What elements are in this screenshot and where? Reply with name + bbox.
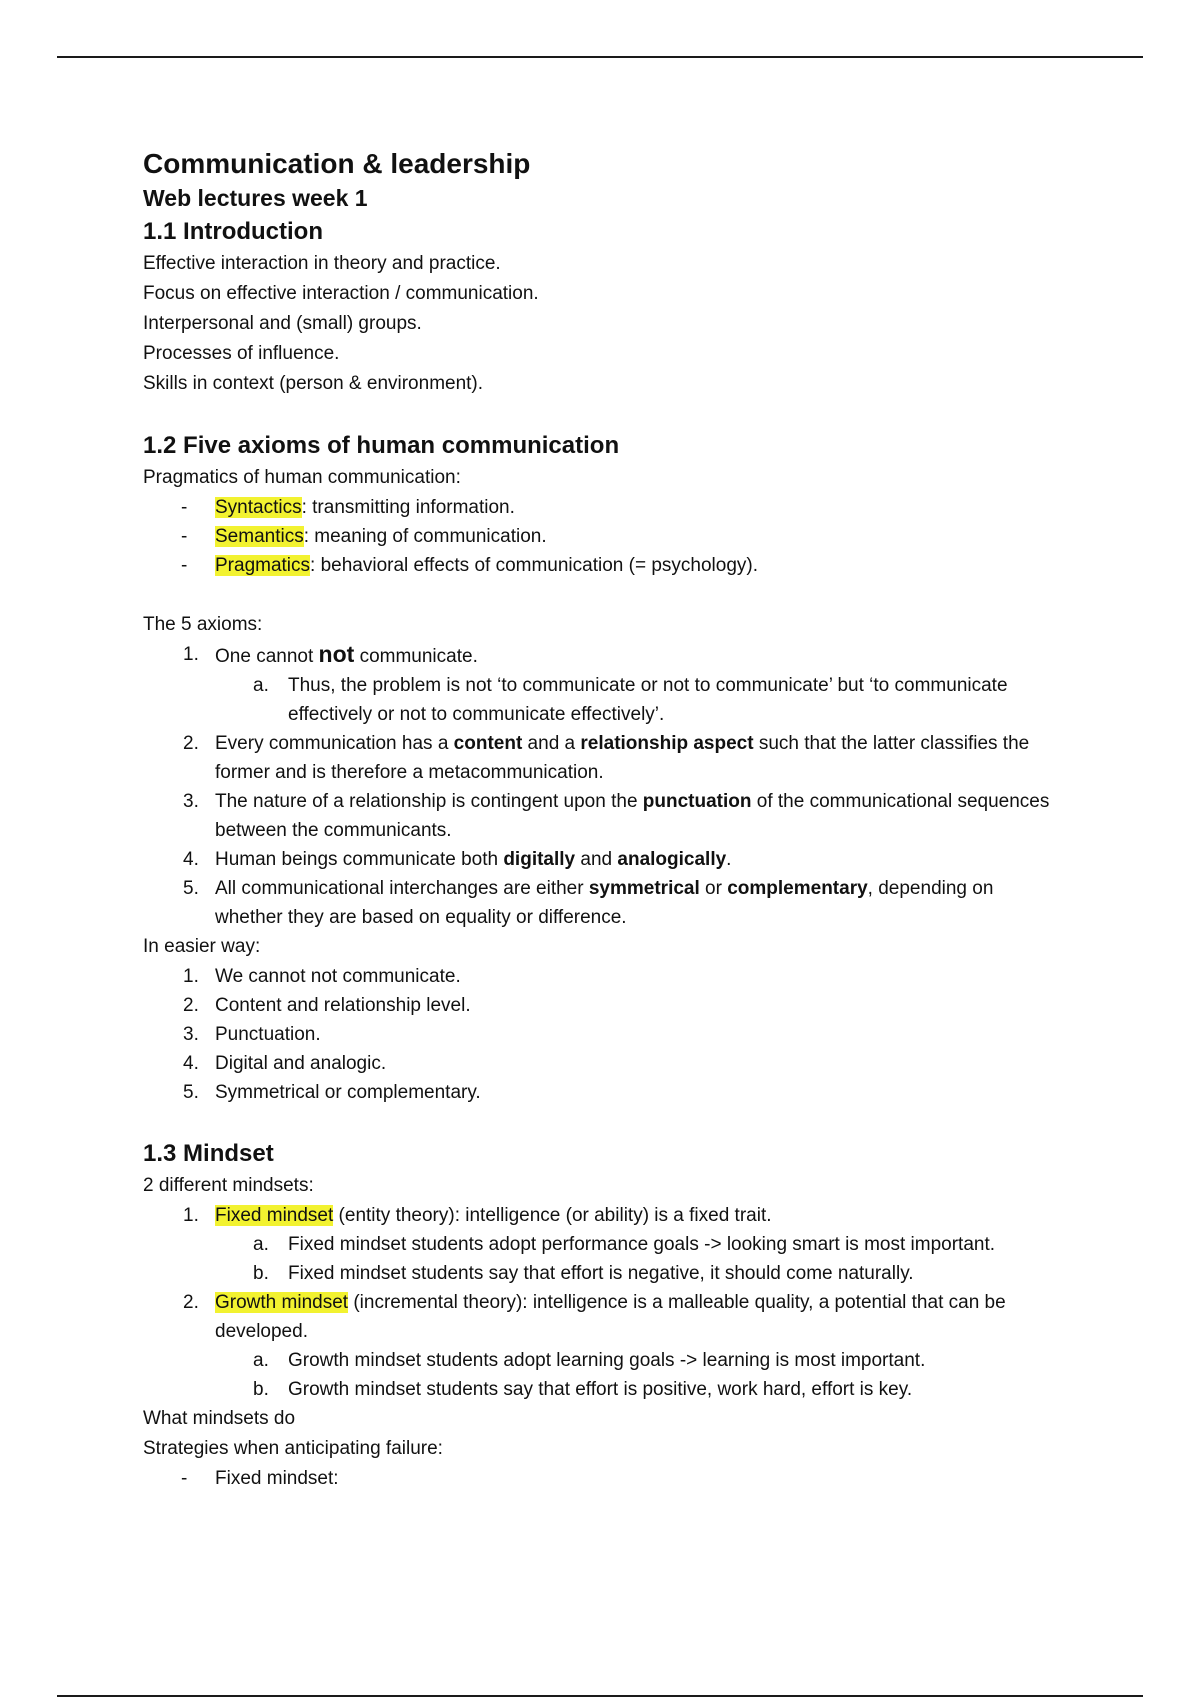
axiom-item xyxy=(143,874,1063,932)
intro-line: Skills in context (person & environment). xyxy=(143,373,484,394)
easier-intro: In easier way: xyxy=(143,936,261,957)
bold-term: relationship aspect xyxy=(580,733,754,754)
list-letter: b. xyxy=(253,1263,269,1284)
emphasis-not: not xyxy=(318,641,355,667)
bold-term: complementary xyxy=(727,878,868,899)
axiom-text: . xyxy=(726,849,732,870)
axiom-text: and a xyxy=(522,733,581,754)
axiom-text: communicate. xyxy=(354,646,478,667)
mindset-subitem xyxy=(143,1259,1063,1288)
list-item xyxy=(143,493,1063,522)
mindset-subitem xyxy=(143,1230,1063,1259)
document-page xyxy=(143,147,1063,1493)
list-item-text: : meaning of communication. xyxy=(303,526,547,547)
list-item xyxy=(143,522,1063,551)
easier-item xyxy=(143,1020,1063,1049)
highlighted-term: Syntactics xyxy=(215,497,302,518)
mindset-subitem-text: Growth mindset students say that effort is positive, work hard, effort is key. xyxy=(288,1379,913,1400)
axiom-text: and xyxy=(575,849,618,870)
list-item-text: : behavioral effects of communication (= psychology). xyxy=(310,555,758,576)
mindset-subitem-text: Growth mindset students adopt learning goals -> learning is most important. xyxy=(288,1350,926,1371)
document-subtitle: Web lectures week 1 xyxy=(143,185,368,211)
list-number: 1. xyxy=(183,644,199,665)
mindset-item xyxy=(143,1288,1063,1346)
list-number: 5. xyxy=(183,1082,199,1103)
list-number: 1. xyxy=(183,966,199,987)
easier-item-text: Punctuation. xyxy=(215,1024,321,1045)
list-letter: b. xyxy=(253,1379,269,1400)
bold-term: digitally xyxy=(503,849,576,870)
header-rule xyxy=(57,56,1143,58)
axiom-item xyxy=(143,729,1063,787)
mindset-subitem xyxy=(143,1346,1063,1375)
list-item xyxy=(143,551,1063,580)
list-letter: a. xyxy=(253,675,269,696)
highlighted-term: Semantics xyxy=(215,526,304,547)
intro-line: Interpersonal and (small) groups. xyxy=(143,313,422,334)
axiom-text: , depending on whether they are based on equality or difference. xyxy=(215,878,994,928)
bullet-marker: - xyxy=(181,497,188,518)
highlighted-term: Pragmatics xyxy=(215,555,311,576)
list-number: 1. xyxy=(183,1205,199,1226)
section-heading-five-axioms: 1.2 Five axioms of human communication xyxy=(143,432,620,459)
list-number: 2. xyxy=(183,995,199,1016)
document-title: Communication & leadership xyxy=(143,148,531,179)
easier-item-text: Symmetrical or complementary. xyxy=(215,1082,481,1103)
axiom-text: Every communication has a xyxy=(215,733,454,754)
easier-item-text: Digital and analogic. xyxy=(215,1053,387,1074)
axiom-item xyxy=(143,845,1063,874)
list-number: 3. xyxy=(183,791,199,812)
list-item-text: Fixed mindset: xyxy=(215,1468,339,1489)
list-item-text: : transmitting information. xyxy=(301,497,515,518)
list-number: 4. xyxy=(183,1053,199,1074)
mindsets-intro: 2 different mindsets: xyxy=(143,1175,314,1196)
bold-term: symmetrical xyxy=(588,878,700,899)
highlighted-term: Growth mindset xyxy=(215,1292,349,1313)
easier-item xyxy=(143,962,1063,991)
list-item xyxy=(143,1464,1063,1493)
list-number: 5. xyxy=(183,878,199,899)
axiom-text: One cannot xyxy=(215,646,319,667)
axiom-item xyxy=(143,787,1063,845)
footer-rule xyxy=(57,1695,1143,1697)
easier-item xyxy=(143,1049,1063,1078)
mindset-text: (entity theory): intelligence (or ability) is a fixed trait. xyxy=(333,1205,772,1226)
pragmatics-intro: Pragmatics of human communication: xyxy=(143,467,461,488)
bold-term: analogically xyxy=(617,849,727,870)
axiom-text: All communicational interchanges are either xyxy=(215,878,589,899)
easier-item-text: Content and relationship level. xyxy=(215,995,471,1016)
intro-line: Focus on effective interaction / communication. xyxy=(143,283,539,304)
axiom-item xyxy=(143,640,1063,671)
list-number: 2. xyxy=(183,1292,199,1313)
what-mindsets-do: What mindsets do xyxy=(143,1408,296,1429)
axiom-subitem-text: Thus, the problem is not ‘to communicate or not to communicate’ but ‘to communicate effectively or not to communicate effectively’. xyxy=(288,675,1008,725)
axiom-text: of the communicational sequences between the communicants. xyxy=(215,791,1050,841)
bullet-marker: - xyxy=(181,555,188,576)
bullet-marker: - xyxy=(181,1468,188,1489)
mindset-subitem-text: Fixed mindset students adopt performance goals -> looking smart is most important. xyxy=(288,1234,996,1255)
mindset-subitem xyxy=(143,1375,1063,1404)
strategies-line: Strategies when anticipating failure: xyxy=(143,1438,443,1459)
section-heading-mindset: 1.3 Mindset xyxy=(143,1140,274,1167)
mindset-subitem-text: Fixed mindset students say that effort is negative, it should come naturally. xyxy=(288,1263,914,1284)
axiom-text: such that the latter classifies the former and is therefore a metacommunication. xyxy=(215,733,1030,783)
list-number: 2. xyxy=(183,733,199,754)
intro-line: Processes of influence. xyxy=(143,343,340,364)
axiom-subitem xyxy=(143,671,1063,729)
mindset-text: (incremental theory): intelligence is a malleable quality, a potential that can be developed. xyxy=(215,1292,1006,1342)
axiom-text: or xyxy=(699,878,728,899)
easier-item xyxy=(143,1078,1063,1107)
highlighted-term: Fixed mindset xyxy=(215,1205,334,1226)
axiom-text: The nature of a relationship is contingent upon the xyxy=(215,791,643,812)
intro-line: Effective interaction in theory and practice. xyxy=(143,253,501,274)
list-letter: a. xyxy=(253,1350,269,1371)
bold-term: punctuation xyxy=(642,791,752,812)
easier-item xyxy=(143,991,1063,1020)
list-number: 4. xyxy=(183,849,199,870)
section-heading-introduction: 1.1 Introduction xyxy=(143,218,323,245)
bullet-marker: - xyxy=(181,526,188,547)
bold-term: content xyxy=(453,733,523,754)
axioms-intro: The 5 axioms: xyxy=(143,614,263,635)
axiom-text: Human beings communicate both xyxy=(215,849,504,870)
list-number: 3. xyxy=(183,1024,199,1045)
list-letter: a. xyxy=(253,1234,269,1255)
mindset-item xyxy=(143,1201,1063,1230)
easier-item-text: We cannot not communicate. xyxy=(215,966,461,987)
